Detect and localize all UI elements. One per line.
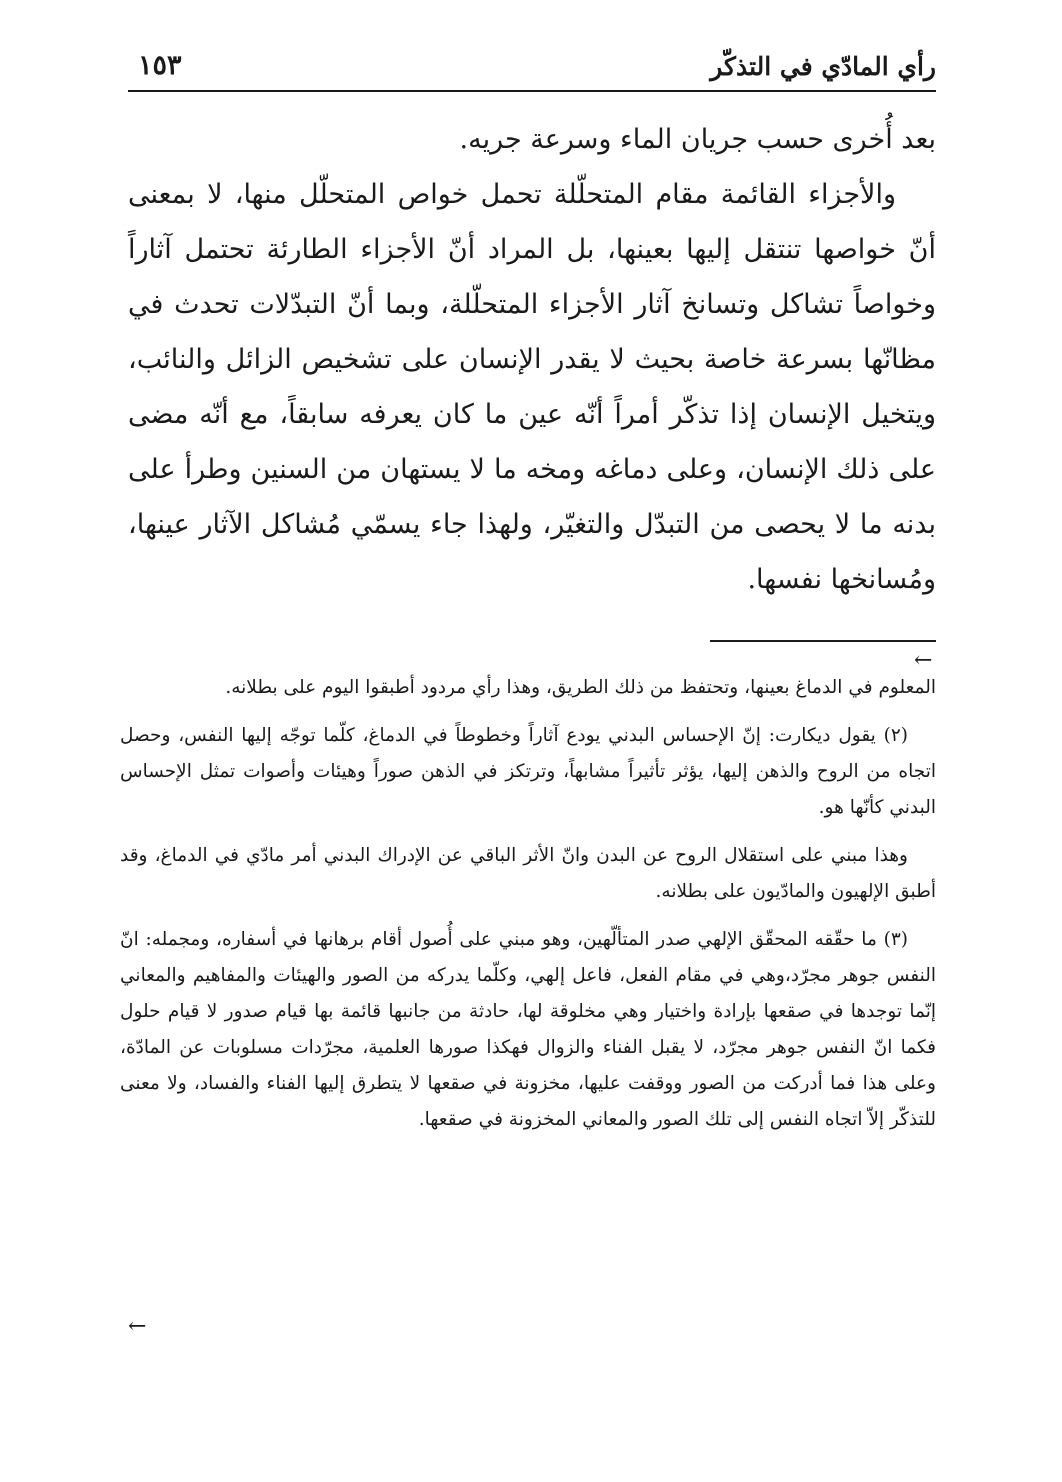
main-text	[128, 112, 936, 607]
footnote-continued: المعلوم في الدماغ بعينها، وتحتفظ من ذلك الطريق، وهذا رأي مردود أطبقوا اليوم على بطلانه.	[225, 677, 936, 698]
page-number: ١٥٣	[138, 50, 182, 81]
footnote-2: (٢) يقول ديكارت: إنّ الإحساس البدني يودع آثاراً وخطوطاً في الدماغ، كلّما توجّه إليها النفس، وحصل اتجاه من الروح والذهن إليها، يؤثر تأثيراً مشابهاً، وترتكز في الذهن صوراً وهيئات وأصوات تمثل الإحساس البدني كأنّها هو.	[120, 725, 936, 818]
page-header	[128, 48, 936, 92]
main-paragraph-continued: بعد أُخرى حسب جريان الماء وسرعة جريه.	[459, 124, 936, 155]
main-paragraph: والأجزاء القائمة مقام المتحلّلة تحمل خواص المتحلّل منها، لا بمعنى أنّ خواصها تنتقل إليها بعينها، بل المراد أنّ الأجزاء الطارئة تحتمل آثاراً وخواصاً تشاكل وتسانخ آثار الأجزاء المتحلّلة، وبما أنّ التبدّلات تحدث في مظانّها بسرعة خاصة بحيث لا يقدر الإنسان على تشخيص الزائل والنائب، ويتخيل الإنسان إذا تذكّر أمراً أنّه عين ما كان يعرفه سابقاً، مع أنّه مضى على ذلك الإنسان، وعلى دماغه ومخه ما لا يستهان من السنين وطرأ على بدنه ما لا يحصى من التبدّل والتغيّر، ولهذا جاء يسمّي مُشاكل الآثار عينها، ومُسانخها نفسها.	[128, 179, 936, 595]
footnote-continued-arrow: ←	[914, 648, 933, 673]
footnotes	[120, 670, 936, 1150]
footnote-2-comment: وهذا مبني على استقلال الروح عن البدن وانّ الأثر الباقي عن الإدراك البدني أمر مادّي في الدماغ، وقد أطبق الإلهيون والمادّيون على بطلانه.	[120, 845, 936, 902]
next-page-arrow: ←	[128, 1314, 147, 1339]
running-title: رأي المادّي في التذكّر	[710, 52, 936, 81]
footnote-separator	[710, 640, 936, 642]
footnote-3: (٣) ما حقّقه المحقّق الإلهي صدر المتألّهين، وهو مبني على أُصول أقام برهانها في أسفاره، ومجمله: انّ النفس جوهر مجرّد،وهي في مقام الفعل، فاعل إلهي، وكلّما يدركه من الصور والهيئات والمفاهيم والمعاني إنّما توجدها في صقعها بإرادة واختيار وهي مخلوقة لها، حادثة من جانبها قائمة بها قيام صدور لا قيام حلول فكما انّ النفس جوهر مجرّد، لا يقبل الفناء والزوال فهكذا صورها العلمية، مجرّدات مسلوبات عن المادّة، وعلى هذا فما أدركت من الصور ووقفت عليها، مخزونة في صقعها لا يتطرق إليها الفناء والفساد، ولا معنى للتذكّر إلاّ اتجاه النفس إلى تلك الصور والمعاني المخزونة في صقعها.	[120, 929, 936, 1130]
